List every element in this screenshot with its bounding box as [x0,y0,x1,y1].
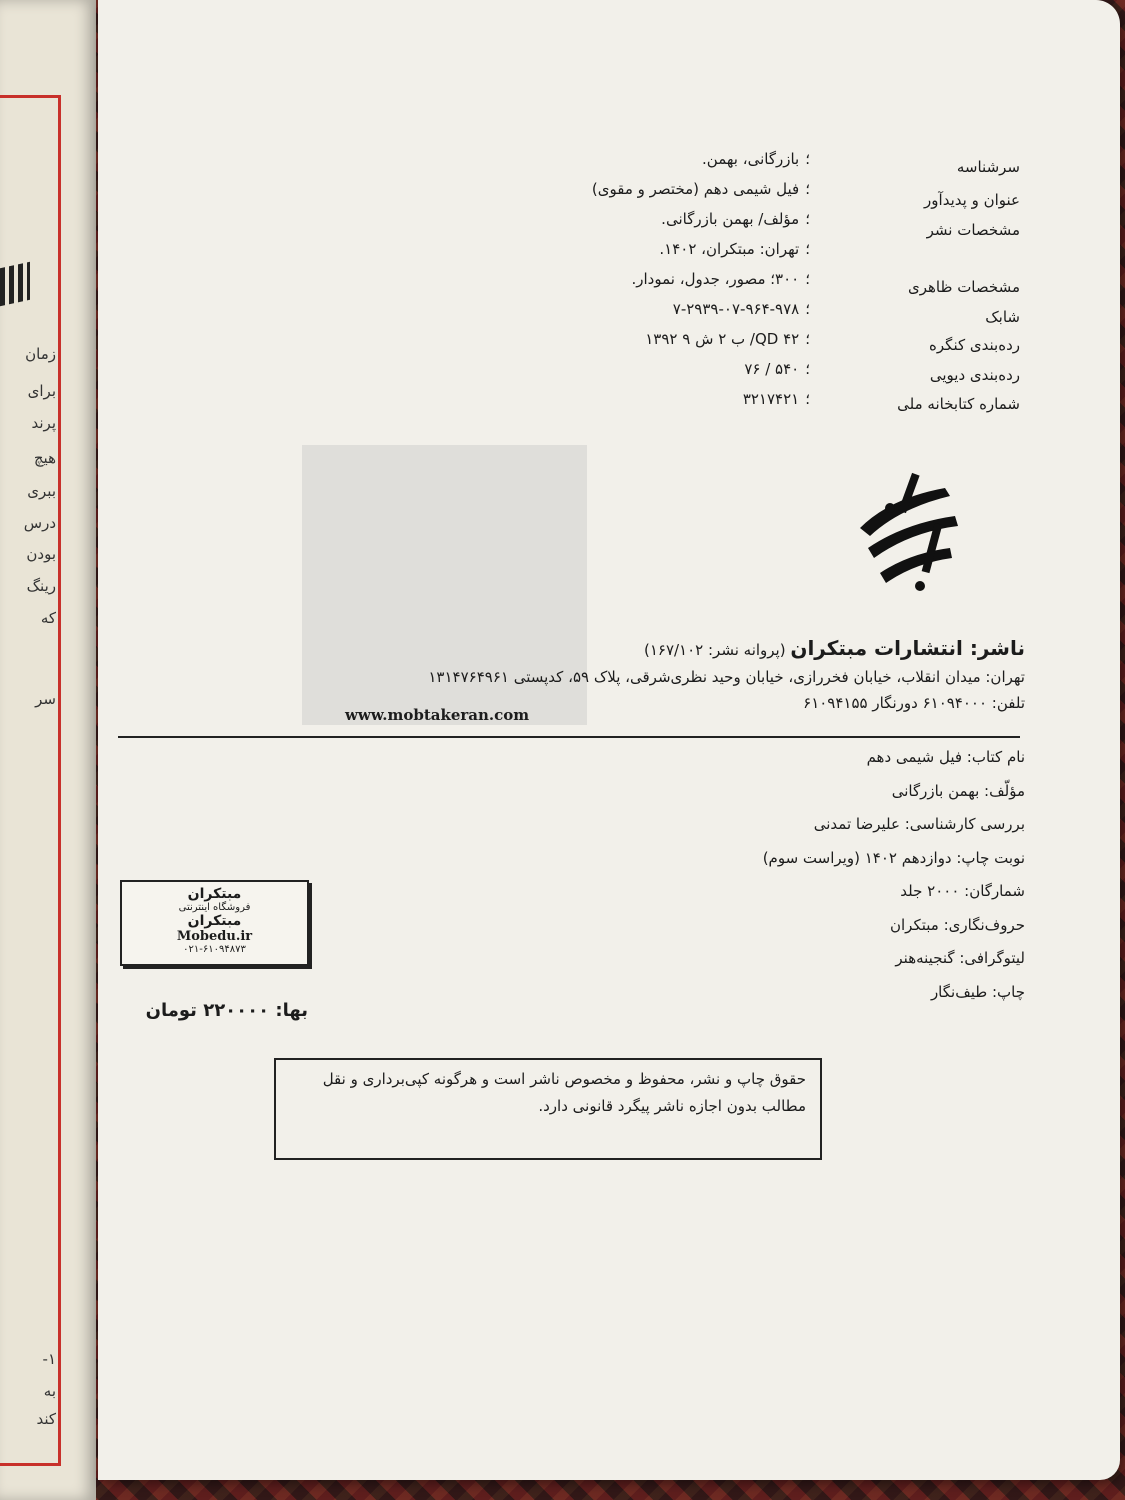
price: بها: ۲۲۰۰۰۰ تومان [145,1000,308,1021]
value-title: ؛ فیل شیمی دهم (مختصر و مقوی) [592,180,810,198]
left-line: سر [35,690,56,708]
book-print-run: شمارگان: ۲۰۰۰ جلد [900,882,1025,900]
publisher-name: ناشر: انتشارات مبتکران [790,636,1025,660]
book-title: نام کتاب: فیل شیمی دهم [866,748,1025,766]
value-dewey: ؛ ۵۴۰ / ۷۶ [744,360,810,378]
book-printing: چاپ: طیف‌نگار [930,982,1025,1001]
left-line: زمان [25,345,56,363]
label-isbn: شابک [985,308,1020,326]
book-author: مؤلّف: بهمن بازرگانی [891,781,1025,800]
left-line: هیچ [33,449,56,467]
left-line: ببری [27,482,56,500]
stamp-name: مبتکران [187,913,242,929]
publisher-phone: تلفن: ۶۱۰۹۴۰۰۰ دورنگار ۶۱۰۹۴۱۵۵ [803,694,1025,712]
previous-page [0,0,96,1500]
stamp-brand: مبتکران [187,886,242,902]
stamp-phone: ۰۲۱-۶۱۰۹۴۸۷۳ [183,944,246,955]
label-main-entry: سرشناسه [956,158,1020,176]
left-line: پرند [31,414,56,432]
divider [118,736,1020,738]
book-info [625,748,1025,1016]
label-lc-class: رده‌بندی کنگره [929,336,1020,354]
value-author: ؛ مؤلف/ بهمن بازرگانی. [661,210,810,228]
value-lc-class: ؛ QD ۴۲/ ب ۲ ش ۹ ۱۳۹۲ [645,330,810,348]
left-line: رینگ [26,577,56,595]
label-title: عنوان و پدیدآور [924,191,1020,209]
value-main-entry: ؛ بازرگانی، بهمن. [702,150,810,168]
clapperboard-icon [0,262,30,306]
publisher-address: تهران: میدان انقلاب، خیابان فخررازی، خیابان وحید نظری‌شرقی، پلاک ۵۹، کدپستی ۱۳۱۴۷۶۴۹۶۱ [428,668,1025,686]
left-line: برای [27,382,56,400]
book-lithography: لیتوگرافی: گنجینه‌هنر [895,949,1025,967]
left-line: ۱- [42,1350,56,1368]
value-physical: ؛ ۳۰۰؛ مصور، جدول، نمودار. [632,270,811,288]
svg-text:مبتکران: مبتکران [905,598,909,599]
stamp-subtitle: فروشگاه اینترنتی [178,902,251,913]
left-line: به [43,1382,56,1400]
label-national-library: شماره کتابخانه ملی [897,395,1020,413]
left-line: کند [36,1410,56,1428]
label-publication: مشخصات نشر [926,221,1020,239]
store-stamp [120,880,309,966]
copyright-notice: حقوق چاپ و نشر، محفوظ و مخصوص ناشر است و هرگونه کپی‌برداری و نقل مطالب بدون اجازه ناشر پیگرد قانونی دارد. [274,1058,822,1160]
value-national-library: ؛ ۳۲۱۷۴۲۱ [743,390,810,408]
book-edition: نوبت چاپ: دوازدهم ۱۴۰۲ (ویراست سوم) [762,848,1025,867]
publisher-block [325,636,1025,724]
mobtakeran-logo [850,468,965,603]
publisher-website: www.mobtakeran.com [345,706,530,724]
label-physical: مشخصات ظاهری [907,278,1020,296]
left-line: بودن [26,545,56,563]
label-dewey: رده‌بندی دیویی [929,366,1020,384]
publisher-license: (پروانه نشر: ۱۶۷/۱۰۲) [643,641,786,659]
value-isbn: ؛ ۹۷۸-۹۶۴-۰۷-۲۹۳۹-۷ [673,300,810,318]
copyright-page [98,0,1120,1480]
book-typesetting: حروف‌نگاری: مبتکران [889,915,1025,934]
stamp-site: Mobedu.ir [176,929,253,944]
book-reviewer: بررسی کارشناسی: علیرضا تمدنی [813,815,1025,833]
value-publication: ؛ تهران: مبتکران، ۱۴۰۲. [659,240,810,258]
left-line: درس [23,514,56,532]
left-line: که [40,609,56,627]
